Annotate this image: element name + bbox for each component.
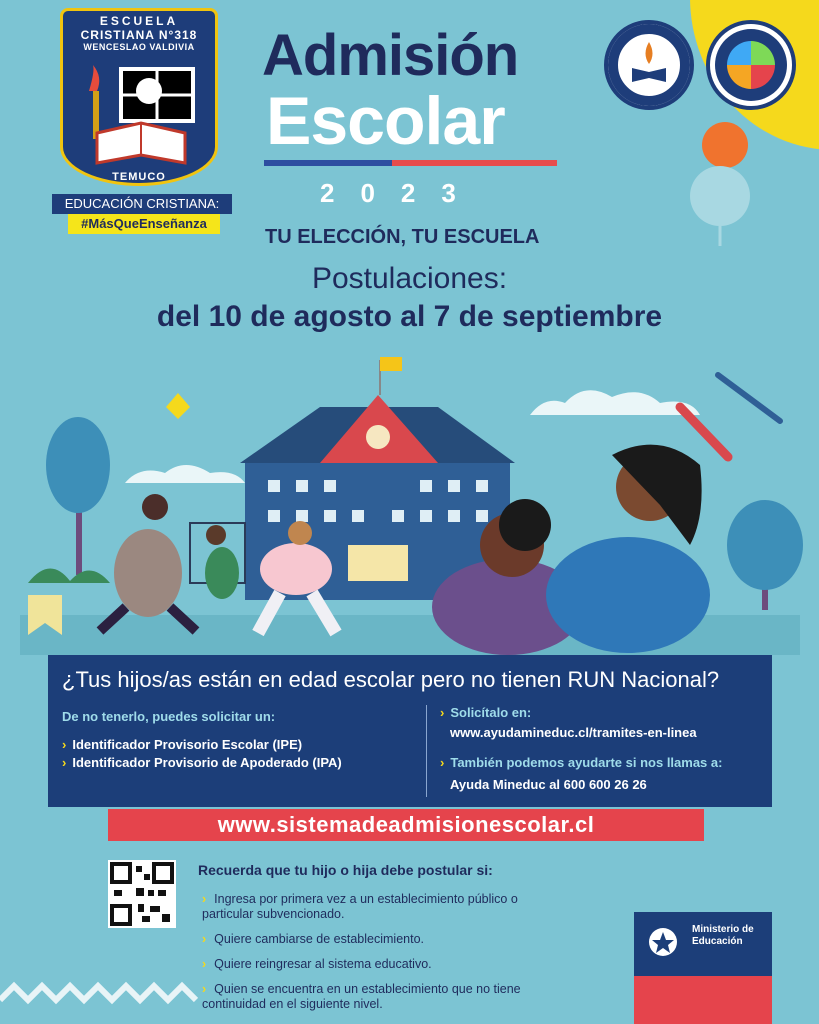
crest-school-patron: WENCESLAO VALDIVIA <box>83 42 195 52</box>
ministerio-red-stripe <box>634 976 772 1024</box>
title-underline-blue <box>264 160 392 166</box>
run-info-box <box>48 655 772 807</box>
crest-city: TEMUCO <box>112 171 166 183</box>
chevron-right-icon: › <box>202 957 207 971</box>
chevron-right-icon: › <box>202 982 207 996</box>
remember-item: › Ingresa por primera vez a un establecimiento público o particular subvencionado. <box>202 892 518 921</box>
run-question: ¿Tus hijos/as están en edad escolar pero no tienen RUN Nacional? <box>62 667 720 692</box>
request-where-heading: › Solicítalo en: <box>440 705 532 720</box>
title-year: 2023 <box>320 178 482 208</box>
edu-banner: EDUCACIÓN CRISTIANA: <box>52 194 232 214</box>
remember-heading: Recuerda que tu hijo o hija debe postular si: <box>198 862 493 878</box>
title-underline-red <box>392 160 557 166</box>
call-heading: › También podemos ayudarte si nos llamas a: <box>440 755 723 770</box>
zigzag-decoration <box>0 970 200 1010</box>
crest-school-type: ESCUELA <box>99 14 179 28</box>
badge-sana-convivencia <box>706 20 796 110</box>
list-item-ipa: › Identificador Provisorio de Apoderado (IPA) <box>62 755 342 770</box>
remember-item: › Quien se encuentra en un establecimiento que no tiene continuidad en el siguiente nivel. <box>202 982 521 1011</box>
postulaciones-label: Postulaciones: <box>311 262 508 295</box>
remember-item: › Quiere reingresar al sistema educativo. <box>202 957 432 971</box>
crest-emblem-icon <box>81 61 199 169</box>
chevron-right-icon: › <box>62 737 67 752</box>
request-heading: De no tenerlo, puedes solicitar un: <box>62 709 276 724</box>
school-crest <box>60 8 218 186</box>
balloon-decoration <box>688 164 752 248</box>
admission-url-link[interactable]: www.sistemadeadmisionescolar.cl <box>108 809 704 841</box>
chevron-right-icon: › <box>440 705 445 720</box>
book-flame-icon <box>608 24 690 106</box>
remember-item: › Quiere cambiarse de establecimiento. <box>202 932 424 946</box>
qr-code-icon[interactable] <box>108 860 176 928</box>
orange-circle-decoration <box>702 122 748 168</box>
info-divider <box>426 705 427 797</box>
chevron-right-icon: › <box>62 755 67 770</box>
phone-number: Ayuda Mineduc al 600 600 26 26 <box>450 777 647 792</box>
convivencia-quadrants-icon <box>710 24 792 106</box>
title-admision: Admisión <box>262 23 519 88</box>
postulaciones-dates: del 10 de agosto al 7 de septiembre <box>156 300 663 333</box>
ministerio-logo <box>634 912 772 1024</box>
badge-educacion-cristiana <box>604 20 694 110</box>
chevron-right-icon: › <box>202 932 207 946</box>
chevron-right-icon: › <box>440 755 445 770</box>
crest-school-name: CRISTIANA N°318 <box>80 28 198 42</box>
tagline: TU ELECCIÓN, TU ESCUELA <box>265 226 540 248</box>
ministerio-label: Ministerio de Educación <box>692 924 754 947</box>
ayudamineduc-link[interactable]: www.ayudamineduc.cl/tramites-en-linea <box>450 725 697 740</box>
chile-coat-of-arms-icon <box>640 922 686 962</box>
school-illustration <box>0 345 819 655</box>
chevron-right-icon: › <box>202 892 207 906</box>
title-escolar: Escolar <box>266 83 505 159</box>
hashtag-label: #MásQueEnseñanza <box>68 214 220 234</box>
list-item-ipe: › Identificador Provisorio Escolar (IPE) <box>62 737 303 752</box>
